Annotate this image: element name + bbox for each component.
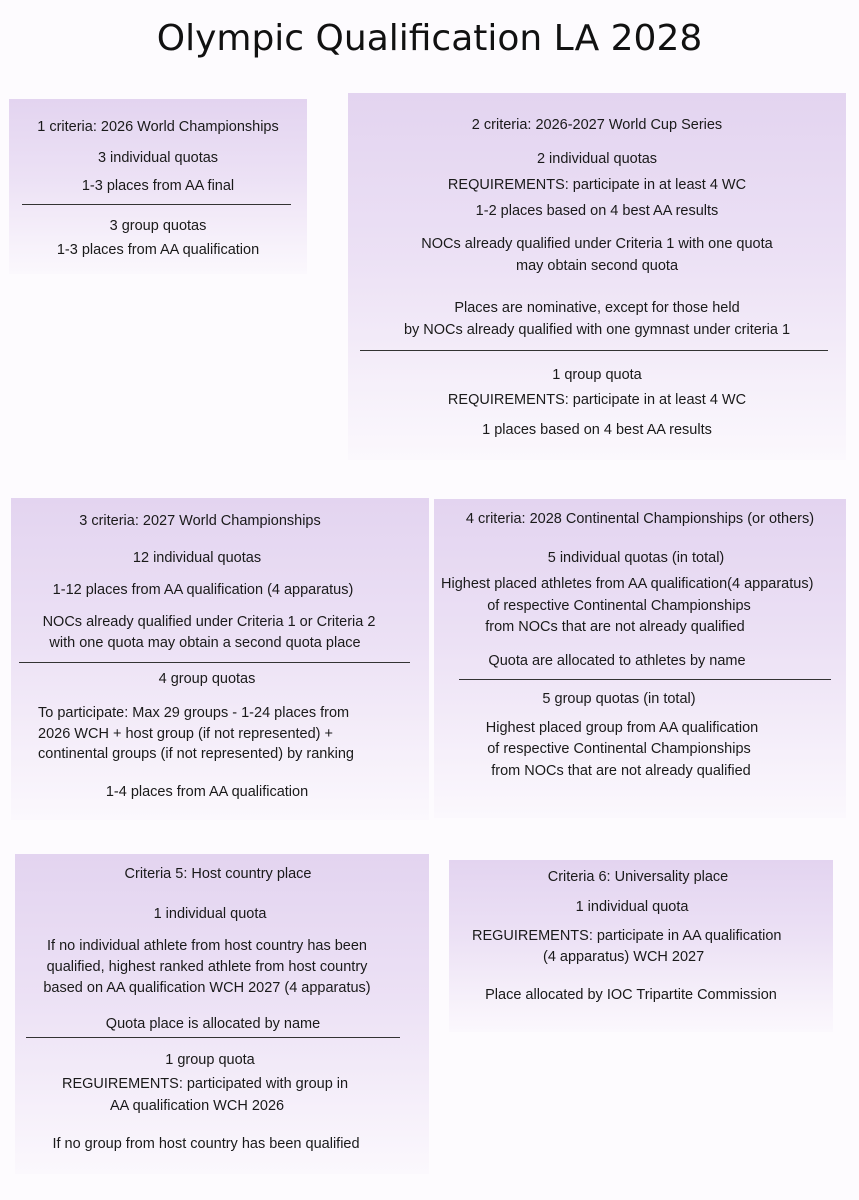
criteria-3-noc-line-2: with one quota may obtain a second quota place xyxy=(49,635,361,651)
criteria-1-group-places: 1-3 places from AA qualification xyxy=(56,242,260,258)
criteria-2-noc-line-1: NOCs already qualified under Criteria 1 with one quota xyxy=(421,236,773,252)
criteria-3-box xyxy=(11,498,429,820)
criteria-2-nominative-line-1: Places are nominative, except for those held xyxy=(454,300,740,316)
criteria-4-individual-allocation: Quota are allocated to athletes by name xyxy=(488,653,746,669)
criteria-5-individual-allocation: Quota place is allocated by name xyxy=(105,1016,321,1032)
criteria-6-heading: Criteria 6: Universality place xyxy=(547,869,729,885)
criteria-6-individual-quota: 1 individual quota xyxy=(575,899,689,915)
criteria-4-group-line-3: from NOCs that are not already qualified xyxy=(491,763,751,779)
criteria-4-heading: 4 criteria: 2028 Continental Championships (or others) xyxy=(465,511,815,527)
criteria-4-group-line-1: Highest placed group from AA qualification xyxy=(485,720,759,736)
criteria-5-box xyxy=(15,854,429,1174)
criteria-4-individual-line-1-text: Highest placed athletes from AA qualification xyxy=(441,576,728,592)
criteria-2-group-places: 1 places based on 4 best AA results xyxy=(482,422,712,438)
criteria-5-divider xyxy=(26,1037,400,1038)
criteria-2-group-requirements: REQUIREMENTS: participate in at least 4 WC xyxy=(447,392,747,408)
criteria-5-individual-line-1: If no individual athlete from host country has been xyxy=(47,938,367,954)
criteria-5-group-requirements-line-1 xyxy=(62,1074,476,1095)
criteria-2-noc-line-2: may obtain second quota xyxy=(515,258,679,274)
criteria-3-participation-line-2: 2026 WCH + host group (if not represented) + xyxy=(38,726,333,742)
criteria-3-individual-quota: 12 individual quotas xyxy=(132,550,262,566)
criteria-6-box xyxy=(449,860,833,1032)
criteria-2-individual-requirements: REQUIREMENTS: participate in at least 4 WC xyxy=(447,177,747,193)
criteria-1-group-quota: 3 group quotas xyxy=(109,218,207,234)
criteria-3-group-quota: 4 group quotas xyxy=(158,671,256,687)
criteria-5-group-requirements-line-2: AA qualification WCH 2026 xyxy=(110,1098,285,1114)
criteria-4-box xyxy=(434,499,846,818)
criteria-4-individual-line-1-apparatus: (4 apparatus) xyxy=(727,576,814,592)
criteria-1-individual-places: 1-3 places from AA final xyxy=(81,178,235,194)
criteria-2-individual-quota: 2 individual quotas xyxy=(536,151,658,167)
criteria-6-requirements-line-1 xyxy=(472,926,856,947)
criteria-6-requirements-text: participate in AA qualification xyxy=(592,928,782,944)
criteria-4-individual-line-2: of respective Continental Championships xyxy=(487,598,751,614)
criteria-3-participation-line-3: continental groups (if not represented) by ranking xyxy=(38,746,354,762)
criteria-6-requirements-line-2: (4 apparatus) WCH 2027 xyxy=(543,949,705,965)
criteria-3-noc-line-1: NOCs already qualified under Criteria 1 or Criteria 2 xyxy=(42,614,376,630)
criteria-5-group-note: If no group from host country has been qualified xyxy=(52,1136,360,1152)
criteria-5-requirements-text: participated with group in xyxy=(182,1076,349,1092)
criteria-1-heading: 1 criteria: 2026 World Championships xyxy=(37,119,279,135)
criteria-3-divider xyxy=(19,662,410,663)
criteria-1-individual-quota: 3 individual quotas xyxy=(97,150,219,166)
criteria-2-heading: 2 criteria: 2026-2027 World Cup Series xyxy=(471,117,723,133)
criteria-5-individual-line-2: qualified, highest ranked athlete from host country xyxy=(46,959,368,975)
criteria-5-individual-quota: 1 individual quota xyxy=(153,906,267,922)
criteria-6-requirements-label: REGUIREMENTS: xyxy=(472,928,593,944)
criteria-4-individual-quota: 5 individual quotas (in total) xyxy=(547,550,725,566)
criteria-2-group-quota: 1 qroup quota xyxy=(552,367,642,383)
criteria-5-requirements-label: REGUIREMENTS: xyxy=(62,1076,183,1092)
criteria-2-individual-places: 1-2 places based on 4 best AA results xyxy=(475,203,719,219)
criteria-5-heading: Criteria 5: Host country place xyxy=(124,866,312,882)
criteria-4-individual-line-3: from NOCs that are not already qualified xyxy=(485,619,745,635)
criteria-1-box xyxy=(9,99,307,274)
criteria-1-divider xyxy=(22,204,291,205)
criteria-4-divider xyxy=(459,679,831,680)
criteria-2-divider xyxy=(360,350,828,351)
criteria-4-group-line-2: of respective Continental Championships xyxy=(487,741,751,757)
criteria-5-individual-line-3: based on AA qualification WCH 2027 (4 apparatus) xyxy=(43,980,371,996)
criteria-2-nominative-line-2: by NOCs already qualified with one gymnast under criteria 1 xyxy=(403,322,791,338)
to-participate-label: To participate: xyxy=(38,705,129,721)
criteria-2-box xyxy=(348,93,846,460)
criteria-3-individual-places: 1-12 places from AA qualification (4 apparatus) xyxy=(52,582,354,598)
criteria-5-group-quota: 1 group quota xyxy=(165,1052,255,1068)
criteria-4-individual-line-1 xyxy=(441,574,853,595)
page-title: Olympic Qualification LA 2028 xyxy=(156,18,703,59)
to-participate-text: Max 29 groups - 1-24 places from xyxy=(128,705,350,721)
criteria-6-allocation: Place allocated by IOC Tripartite Commission xyxy=(485,987,777,1003)
criteria-3-participation-line-1 xyxy=(38,703,456,724)
criteria-3-group-places: 1-4 places from AA qualification xyxy=(105,784,309,800)
criteria-4-group-quota: 5 group quotas (in total) xyxy=(542,691,696,707)
criteria-3-heading: 3 criteria: 2027 World Championships xyxy=(79,513,321,529)
